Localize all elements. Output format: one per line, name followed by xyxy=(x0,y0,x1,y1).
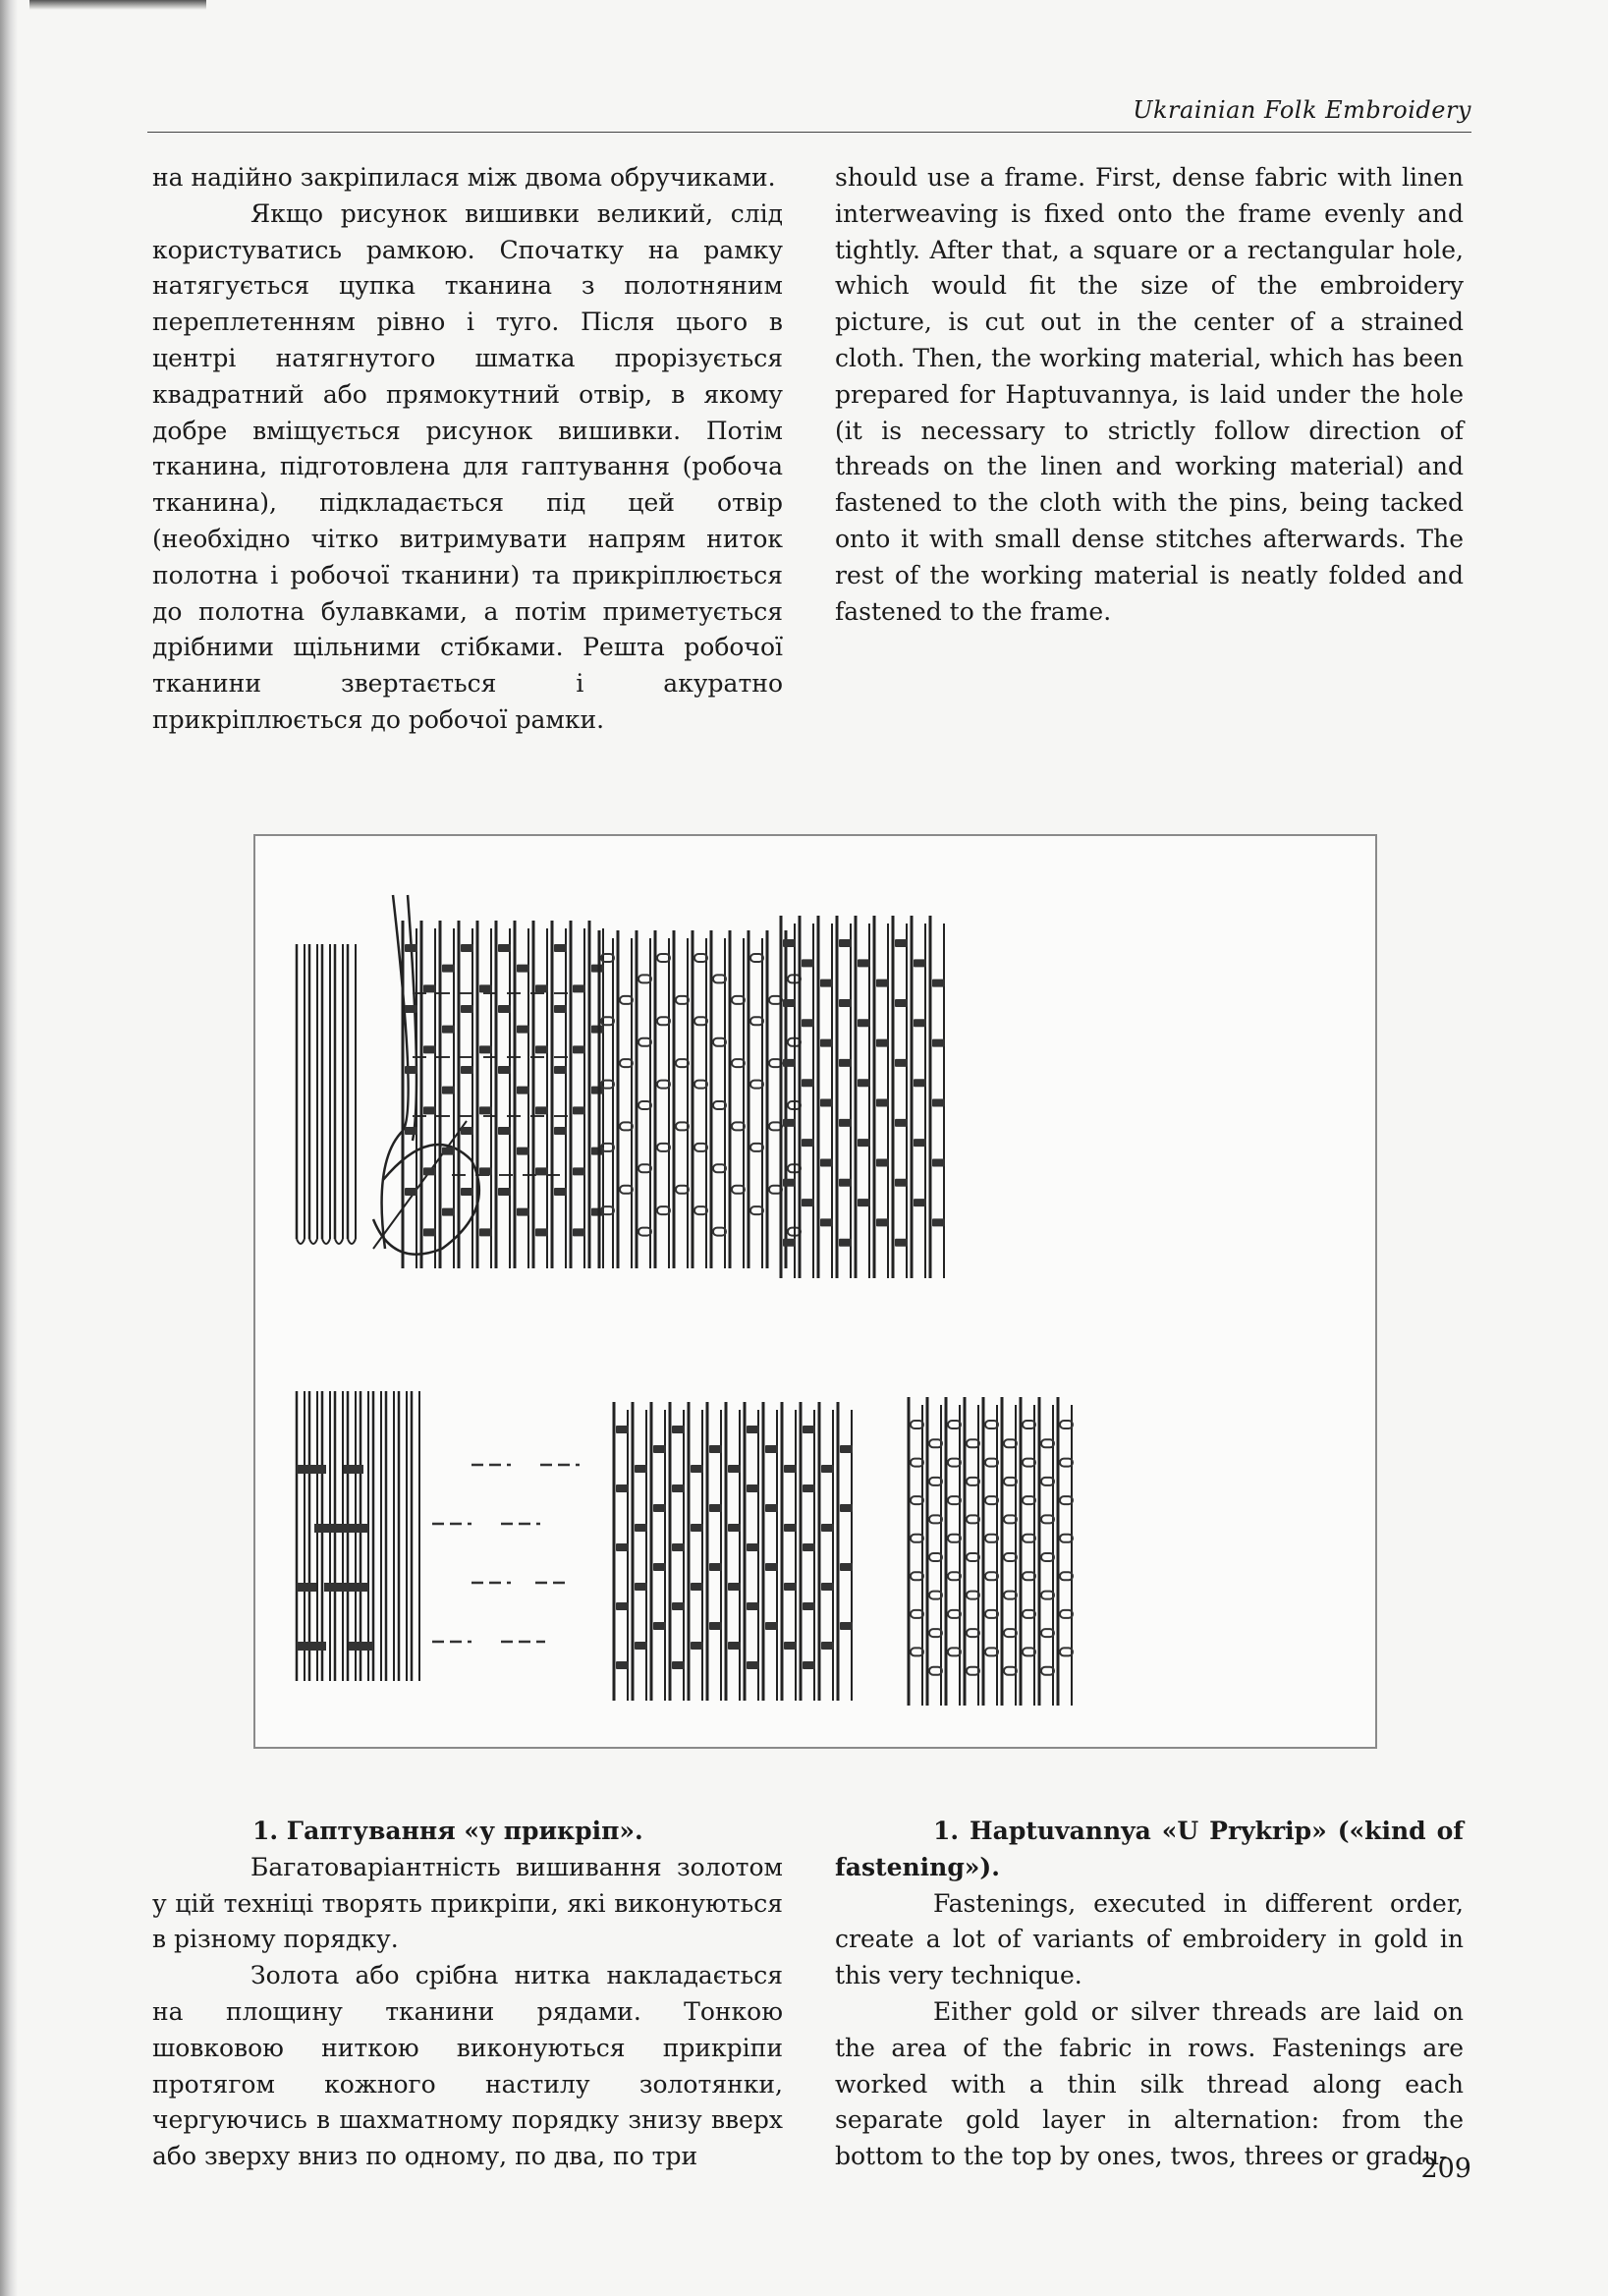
fastening-mark xyxy=(554,1127,567,1135)
fastening-mark xyxy=(672,1661,685,1669)
fastening-mark xyxy=(803,1426,815,1433)
scan-smudge xyxy=(29,0,206,10)
fastening-mark xyxy=(802,1199,814,1206)
fastening-mark xyxy=(635,1642,647,1650)
diagram-zigzag-pattern-outline xyxy=(599,930,801,1268)
fastening-mark xyxy=(802,1019,814,1027)
fastening-mark xyxy=(858,959,870,967)
fastening-mark xyxy=(876,1039,889,1047)
fastening-mark xyxy=(709,1622,722,1630)
fastening-mark xyxy=(876,980,889,987)
fastening-mark xyxy=(691,1524,703,1532)
fastening-mark xyxy=(653,1445,666,1453)
fastening-mark xyxy=(517,1148,529,1155)
fastening-mark xyxy=(691,1465,703,1473)
ukrainian-top-column xyxy=(152,160,783,739)
fastening-mark xyxy=(405,1127,417,1135)
fastening-mark xyxy=(802,1139,814,1147)
fastening-mark xyxy=(672,1426,685,1433)
fastening-mark xyxy=(821,1524,834,1532)
fastening-mark xyxy=(423,1167,436,1175)
fastening-mark xyxy=(803,1484,815,1492)
fastening-mark xyxy=(554,1066,567,1074)
fastening-mark xyxy=(783,1179,796,1187)
fastening-mark xyxy=(461,944,473,952)
fastening-mark xyxy=(747,1602,759,1610)
fastening-mark xyxy=(820,1158,833,1166)
fastening-mark xyxy=(840,1563,853,1571)
fastening-mark xyxy=(820,1218,833,1226)
fastening-mark xyxy=(672,1484,685,1492)
fastening-mark xyxy=(405,1188,417,1196)
fastening-mark xyxy=(653,1563,666,1571)
fastening-mark xyxy=(840,1445,853,1453)
fastening-mark xyxy=(461,1005,473,1013)
fastening-mark xyxy=(932,980,945,987)
fastening-mark xyxy=(728,1524,741,1532)
fastening-mark xyxy=(517,965,529,973)
fastening-mark xyxy=(784,1642,797,1650)
fastening-mark xyxy=(535,1228,548,1236)
fastening-mark xyxy=(876,1158,889,1166)
fastening-mark xyxy=(783,1059,796,1067)
ukrainian-bottom-paragraph-2: Золота або срібна нитка накладається на площину тканини рядами. Тонкою шовковою ниткою виконуються прикріпи протягом кожного настилу золотянки, чергуючись в шахматному порядку знизу вверх або зверху вниз по одному, по два, по три xyxy=(152,1961,783,2171)
fastening-mark xyxy=(784,1583,797,1591)
fastening-mark xyxy=(423,984,436,992)
english-top-column xyxy=(835,160,1464,630)
fastening-mark xyxy=(405,1066,417,1074)
fastening-mark xyxy=(461,1066,473,1074)
fastening-mark xyxy=(821,1465,834,1473)
fastening-mark xyxy=(932,1218,945,1226)
fastening-mark xyxy=(803,1661,815,1669)
fastening-mark xyxy=(803,1543,815,1551)
fastening-mark xyxy=(691,1642,703,1650)
fastening-mark xyxy=(498,1066,511,1074)
fastening-mark xyxy=(747,1484,759,1492)
fastening-mark xyxy=(423,1045,436,1053)
fastening-mark xyxy=(653,1622,666,1630)
fastening-mark xyxy=(554,1005,567,1013)
fastening-mark xyxy=(672,1602,685,1610)
fastening-mark xyxy=(635,1583,647,1591)
stitch-diagrams xyxy=(255,836,1379,1751)
english-paragraph: should use a frame. First, dense fabric with linen interweaving is fixed onto the frame evenly and tightly. After that, a square or a rectangular hole, which would fit the size of the embroidery picture, is cut out in the center of a strained cloth. Then, the working material, which has been prepared for Haptuvannya, is laid under the hole (it is necessary to strictly follow direction of threads on the linen and working material) and fastened to the cloth with the pins, being tacked onto it with small dense stitches afterwards. The rest of the working material is neatly folded and fastened to the frame. xyxy=(835,163,1464,626)
fastening-mark xyxy=(709,1563,722,1571)
fastening-mark xyxy=(573,1106,585,1114)
fastening-mark xyxy=(783,939,796,947)
fastening-mark xyxy=(783,999,796,1007)
fastening-mark xyxy=(405,1005,417,1013)
english-section-heading: 1. Haptuvannya «U Prykrip» («kind of fastening»). xyxy=(835,1817,1464,1881)
fastening-mark xyxy=(840,1622,853,1630)
ukrainian-bottom-paragraph-1: Багатоваріантність вишивання золотом у цій техніці творять прикріпи, які виконуються в різному порядку. xyxy=(152,1852,783,1954)
fastening-mark xyxy=(914,959,926,967)
fastening-mark xyxy=(784,1524,797,1532)
embroidery-figure xyxy=(253,834,1377,1749)
fastening-mark xyxy=(616,1426,629,1433)
fastening-mark xyxy=(535,984,548,992)
fastening-mark xyxy=(932,1039,945,1047)
fastening-mark xyxy=(895,999,908,1007)
fastening-mark xyxy=(765,1622,778,1630)
fastening-mark xyxy=(517,1087,529,1094)
fastening-mark xyxy=(840,1504,853,1512)
fastening-mark xyxy=(747,1543,759,1551)
fastening-mark xyxy=(914,1019,926,1027)
english-bottom-paragraph-2: Either gold or silver threads are laid on the area of the fabric in rows. Fastenings are worked with a thin silk thread along each separate gold layer in alternation: from the bottom to the top by ones, twos, threes or gradu- xyxy=(835,1996,1464,2171)
fastening-mark xyxy=(479,984,492,992)
fastening-mark xyxy=(747,1426,759,1433)
fastening-mark xyxy=(479,1228,492,1236)
fastening-mark xyxy=(554,1188,567,1196)
fastening-mark xyxy=(442,1026,455,1034)
fastening-mark xyxy=(895,1179,908,1187)
english-bottom-column xyxy=(835,1814,1464,2175)
fastening-mark xyxy=(573,1045,585,1053)
fastening-mark xyxy=(802,959,814,967)
fastening-mark xyxy=(858,1079,870,1087)
fastening-mark xyxy=(932,1158,945,1166)
fastening-mark xyxy=(573,1167,585,1175)
fastening-mark xyxy=(423,1228,436,1236)
fastening-mark xyxy=(498,1188,511,1196)
fastening-mark xyxy=(616,1543,629,1551)
fastening-mark xyxy=(765,1445,778,1453)
page-edge-shadow xyxy=(0,0,18,2296)
fastening-mark xyxy=(839,1239,852,1247)
fastening-mark xyxy=(858,1139,870,1147)
fastening-mark xyxy=(461,1127,473,1135)
fastening-mark xyxy=(616,1661,629,1669)
fastening-mark xyxy=(783,1239,796,1247)
fastening-mark xyxy=(876,1218,889,1226)
fastening-mark xyxy=(442,1208,455,1216)
fastening-mark xyxy=(498,944,511,952)
page-number: 209 xyxy=(1420,2154,1471,2184)
fastening-mark xyxy=(461,1188,473,1196)
fastening-mark xyxy=(635,1465,647,1473)
fastening-mark xyxy=(839,999,852,1007)
running-header: Ukrainian Folk Embroidery xyxy=(1133,96,1471,124)
diagram-zigzag-pattern-2 xyxy=(614,1402,853,1701)
fastening-mark xyxy=(858,1199,870,1206)
ukrainian-section-heading: 1. Гаптування «у прикріп». xyxy=(252,1817,643,1845)
fastening-mark xyxy=(839,1059,852,1067)
fastening-mark xyxy=(820,980,833,987)
fastening-mark xyxy=(839,939,852,947)
fastening-mark xyxy=(914,1139,926,1147)
fastening-mark xyxy=(635,1524,647,1532)
fastening-mark xyxy=(573,984,585,992)
diagram-diagonal-pattern-outline xyxy=(909,1397,1073,1706)
fastening-mark xyxy=(821,1642,834,1650)
fastening-mark xyxy=(479,1106,492,1114)
fastening-mark xyxy=(442,1148,455,1155)
fastening-mark xyxy=(895,1059,908,1067)
fastening-mark xyxy=(765,1563,778,1571)
fastening-mark xyxy=(820,1039,833,1047)
fastening-mark xyxy=(858,1019,870,1027)
diagram-diagonal-pattern-1 xyxy=(781,916,945,1278)
fastening-mark xyxy=(423,1106,436,1114)
english-bottom-paragraph-1: Fastenings, executed in different order, create a lot of variants of embroidery in gold in this very technique. xyxy=(835,1888,1464,1990)
fastening-mark xyxy=(405,944,417,952)
fastening-mark xyxy=(498,1127,511,1135)
fastening-mark xyxy=(784,1465,797,1473)
fastening-mark xyxy=(839,1179,852,1187)
fastening-mark xyxy=(616,1484,629,1492)
fastening-mark xyxy=(535,1106,548,1114)
fastening-mark xyxy=(691,1583,703,1591)
fastening-mark xyxy=(616,1602,629,1610)
fastening-mark xyxy=(914,1079,926,1087)
fastening-mark xyxy=(932,1099,945,1107)
fastening-mark xyxy=(895,939,908,947)
fastening-mark xyxy=(914,1199,926,1206)
ukrainian-paragraph-1: на надійно закріпилася між двома обручиками. xyxy=(152,163,776,192)
fastening-mark xyxy=(535,1045,548,1053)
fastening-mark xyxy=(839,1119,852,1127)
fastening-mark xyxy=(876,1099,889,1107)
fastening-mark xyxy=(709,1504,722,1512)
fastening-mark xyxy=(517,1026,529,1034)
ukrainian-bottom-column xyxy=(152,1814,783,2175)
fastening-mark xyxy=(728,1465,741,1473)
fastening-mark xyxy=(442,1087,455,1094)
fastening-mark xyxy=(728,1642,741,1650)
header-rule xyxy=(147,132,1471,133)
fastening-mark xyxy=(535,1167,548,1175)
fastening-mark xyxy=(765,1504,778,1512)
fastening-mark xyxy=(479,1045,492,1053)
fastening-mark xyxy=(895,1239,908,1247)
fastening-mark xyxy=(709,1445,722,1453)
diagram-zigzag-pattern-1 xyxy=(403,921,604,1268)
fastening-mark xyxy=(728,1583,741,1591)
fastening-mark xyxy=(820,1099,833,1107)
fastening-mark xyxy=(803,1602,815,1610)
fastening-mark xyxy=(672,1543,685,1551)
fastening-mark xyxy=(747,1661,759,1669)
ukrainian-paragraph-2: Якщо рисунок вишивки великий, слід користуватись рамкою. Спочатку на рамку натягується цупка тканина з полотняним переплетенням рівно і туго. Після цього в центрі натягнутого шматка прорізується квадратний або прямокутний отвір, в якому добре вміщується рисунок вишивки. Потім тканина, підготовлена для гаптування (робоча тканина), підкладається під цей отвір (необхідно чітко витримувати напрям ниток полотна і робочої тканини) та прикріплюється до полотна булавками, а потім приметується дрібними щільними стібками. Решта робочої тканини звертається і акуратно прикріплюється до робочої рамки. xyxy=(152,198,783,734)
diagram-fastening-rows xyxy=(297,1391,580,1681)
fastening-mark xyxy=(554,944,567,952)
fastening-mark xyxy=(653,1504,666,1512)
fastening-mark xyxy=(802,1079,814,1087)
fastening-mark xyxy=(895,1119,908,1127)
fastening-mark xyxy=(573,1228,585,1236)
fastening-mark xyxy=(479,1167,492,1175)
fastening-mark xyxy=(442,965,455,973)
fastening-mark xyxy=(498,1005,511,1013)
fastening-mark xyxy=(783,1119,796,1127)
fastening-mark xyxy=(821,1583,834,1591)
fastening-mark xyxy=(517,1208,529,1216)
